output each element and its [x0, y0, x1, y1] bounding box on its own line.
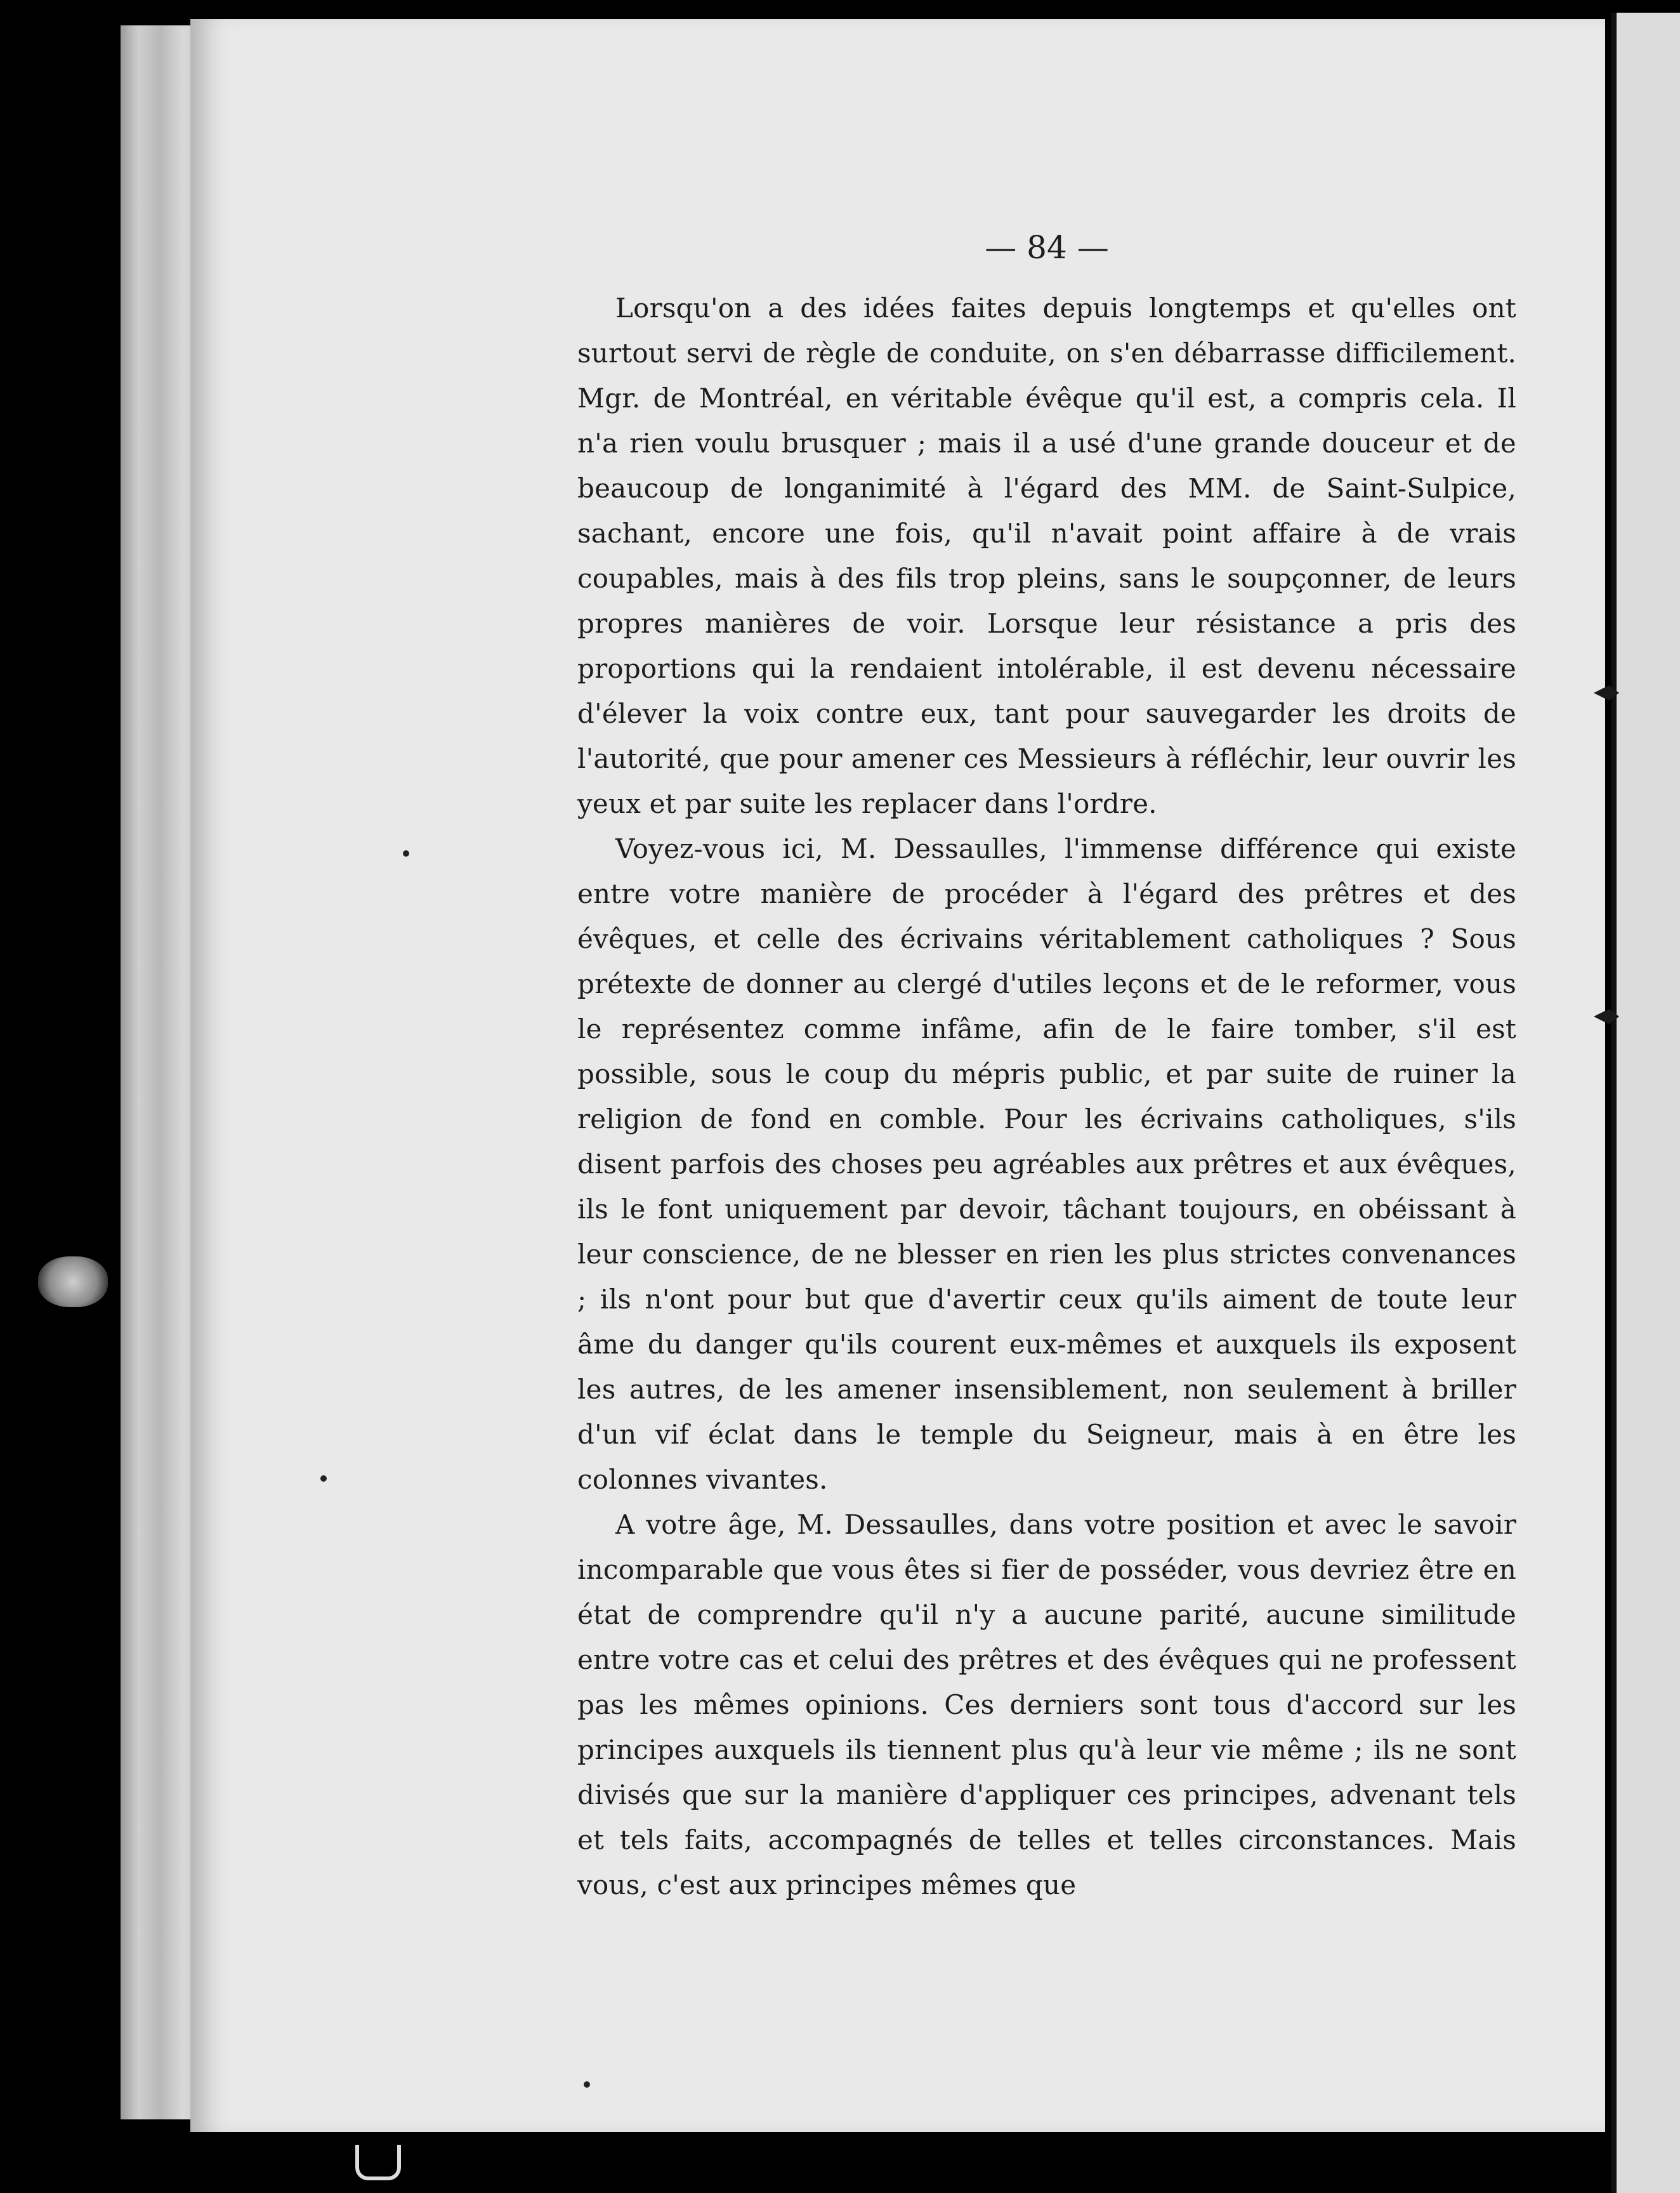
dust-speck [38, 1256, 108, 1307]
margin-speck [403, 850, 409, 857]
margin-speck [584, 2081, 590, 2088]
paragraph: Lorsqu'on a des idées faites depuis longtemps et qu'elles ont surtout servi de règle de conduite, on s'en débarrasse difficilement. Mgr. de Montréal, en véritable évêque qu'il est, a compris cela. Il n'a rien voulu brusquer ; mais il a usé d'une grande douceur et de beaucoup de longanimité à l'égard des MM. de Saint-Sulpice, sachant, encore une fois, qu'il n'avait point affaire à de vrais coupables, mais à des fils trop pleins, sans le soupçonner, de leurs propres manières de voir. Lorsque leur résistance a pris des proportions qui la rendaient intolérable, il est devenu nécessaire d'élever la voix contre eux, tant pour sauvegarder les droits de l'autorité, que pour amener ces Messieurs à réfléchir, leur ouvrir les yeux et par suite les replacer dans l'ordre. [577, 293, 1516, 819]
facing-page-edge [1611, 13, 1680, 2193]
scan-artifact-mark [355, 2145, 401, 2180]
paragraph: Voyez-vous ici, M. Dessaulles, l'immense différence qui existe entre votre manière de procéder à l'égard des prêtres et des évêques, et celle des écrivains véritablement catholiques ? Sous prétexte de donner au clergé d'utiles leçons et de le reformer, vous le représentez comme infâme, afin de le faire tomber, s'il est possible, sous le coup du mépris public, et par suite de ruiner la religion de fond en comble. Pour les écrivains catholiques, s'ils disent parfois des choses peu agréables aux prêtres et aux évêques, ils le font uniquement par devoir, tâchant toujours, en obéissant à leur conscience, de ne blesser en rien les plus strictes convenances ; ils n'ont pour but que d'avertir ceux qu'ils aiment de toute leur âme du danger qu'ils courent eux-mêmes et auxquels ils exposent les autres, de les amener insensiblement, non seulement à briller d'un vif éclat dans le temple du Seigneur, mais à en être les colonnes vivantes. [577, 833, 1516, 1495]
paragraph: A votre âge, M. Dessaulles, dans votre position et avec le savoir incomparable que vous êtes si fier de posséder, vous devriez être en état de comprendre qu'il n'y a aucune parité, aucune similitude entre votre cas et celui des prêtres et des évêques qui ne professent pas les mêmes opinions. Ces derniers sont tous d'accord sur les principes auxquels ils tiennent plus qu'à leur vie même ; ils ne sont divisés que sur la manière d'appliquer ces principes, advenant tels et tels faits, accompagnés de telles et telles circonstances. Mais vous, c'est aux principes mêmes que [577, 1509, 1516, 1900]
margin-speck [320, 1475, 327, 1482]
page-text [577, 228, 1516, 1907]
page-number: — 84 — [985, 229, 1109, 266]
